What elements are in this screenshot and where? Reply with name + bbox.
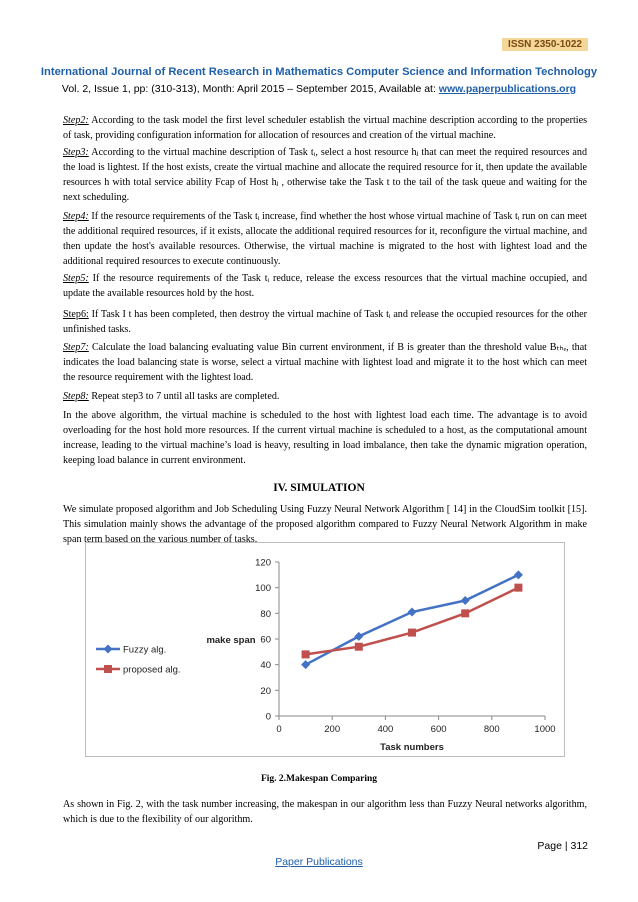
journal-subtitle (30, 83, 608, 95)
step4-text: If the resource requirements of the Task tᵢ increase, find whether the host whose virtual machine of Task tᵢ run on can meet the additional required resources, if it exists, allocate the additional required resources for it, reconfigure the virtual machine, and then update the host's available resources. Otherwise, the virtual machine is migrated to the host with lightest load and the additional required resources to execute continuously. (63, 211, 587, 267)
chart-canvas (86, 543, 566, 758)
y-tick-label: 60 (260, 634, 271, 646)
x-tick-label: 0 (276, 724, 282, 735)
legend-marker (104, 665, 112, 673)
paragraph-step3 (63, 145, 587, 205)
paragraph-step6 (63, 307, 587, 337)
issn-badge: ISSN 2350-1022 (502, 38, 588, 51)
journal-website-link[interactable]: www.paperpublications.org (438, 83, 577, 95)
y-tick-label: 20 (260, 685, 271, 697)
step2-label: Step2: (63, 115, 89, 126)
step8-label: Step8: (63, 391, 89, 402)
legend-label: Fuzzy alg. (123, 644, 167, 656)
step5-text: If the resource requirements of the Task tᵢ reduce, release the excess resources that the virtual machine occupied, and update the available resources hold by the host. (63, 273, 587, 299)
y-tick-label: 120 (255, 557, 271, 569)
step7-label: Step7: (63, 342, 89, 353)
paragraph-after-algorithm: In the above algorithm, the virtual machine is scheduled to the host with lightest load each time. The advantage is to avoid overloading for the host hold more resources. If the current virtual machine is scheduled to a host, as the computational amount increase, leading to the virtual machine’s load is heavy, resulting in load imbalance, then take the dynamic migration operation, keeping load balance in current environment. (63, 410, 587, 466)
paragraph-step4 (63, 209, 587, 269)
data-point (355, 643, 363, 651)
step2-text: According to the task model the first level scheduler establish the virtual machine description according to the properties of task, providing configuration information for allocation of resources and creation of the virtual machine. (63, 115, 587, 141)
legend-label: proposed alg. (123, 664, 181, 676)
y-tick-label: 100 (255, 583, 271, 595)
step6-label: Step6: (63, 309, 89, 320)
x-tick-label: 400 (377, 724, 394, 735)
step8-text: Repeat step3 to 7 until all tasks are completed. (88, 391, 280, 402)
step5-label: Step5: (63, 273, 89, 284)
series-line-2 (306, 588, 519, 655)
journal-volume-info: Vol. 2, Issue 1, pp: (310-313), Month: April 2015 – September 2015, Available at: (61, 83, 439, 95)
y-axis-label: make span (206, 635, 256, 646)
data-point (354, 632, 363, 641)
data-point (408, 608, 417, 617)
paragraph-simulation-intro: We simulate proposed algorithm and Job Scheduling Using Fuzzy Neural Network Algorithm [ 14] in the CloudSim toolkit [15]. This simulation mainly shows the advantage of the proposed algorithm compared to Fuzzy Neural Network Algorithm in make span term based on the various number of tasks. (63, 504, 587, 545)
journal-title: International Journal of Recent Research in Mathematics Computer Science and Information Technology (40, 66, 598, 78)
step6-text: If Task I t has been completed, then destroy the virtual machine of Task tᵢ and release the occupied resources for the other unfinished tasks. (63, 309, 587, 335)
step3-text: According to the virtual machine description of Task tᵢ, select a host resource hⱼ that can meet the required resources and the load is lightest. If the host exists, create the virtual machine and allocate the required resource for it, then update the available resources h with total service ability Fcap of Host hⱼ , otherwise take the Task t to the tail of the task queue and waiting for the next scheduling. (63, 147, 587, 203)
data-point (514, 570, 523, 579)
paragraph-conclusion: As shown in Fig. 2, with the task number increasing, the makespan in our algorithm less than Fuzzy Neural networks algorithm, which is due to the flexibility of our algorithm. (63, 799, 587, 825)
x-tick-label: 800 (483, 724, 500, 735)
paragraph-step7 (63, 340, 587, 385)
x-tick-label: 200 (324, 724, 341, 735)
x-axis-label: Task numbers (380, 742, 444, 753)
step4-label: Step4: (63, 211, 89, 222)
section-heading: IV. SIMULATION (273, 482, 365, 494)
y-tick-label: 40 (260, 660, 271, 672)
step3-label: Step3: (63, 147, 89, 158)
data-point (408, 629, 416, 637)
paragraph-step2 (63, 113, 587, 143)
y-tick-label: 80 (260, 608, 271, 620)
series-line-1 (306, 575, 519, 665)
data-point (514, 584, 522, 592)
data-point (301, 660, 310, 669)
x-tick-label: 1000 (534, 724, 556, 735)
data-point (461, 609, 469, 617)
figure-caption: Fig. 2.Makespan Comparing (260, 774, 378, 784)
x-tick-label: 600 (430, 724, 447, 735)
publisher-link[interactable]: Paper Publications (275, 856, 363, 868)
legend-marker (104, 645, 113, 654)
y-tick-label: 0 (265, 711, 271, 723)
makespan-chart (85, 542, 565, 757)
step7-text: Calculate the load balancing evaluating value Bin current environment, if B is greater than the threshold value Bₜₕₑ, that indicates the load balancing state is worse, select a virtual machine with lightest load and migrate it to the host which can meet the resource requirement with the lightest load. (63, 342, 587, 383)
paragraph-step8 (63, 389, 587, 404)
data-point (302, 650, 310, 658)
page-number: Page | 312 (537, 840, 588, 852)
paragraph-step5 (63, 271, 587, 301)
data-point (461, 596, 470, 605)
